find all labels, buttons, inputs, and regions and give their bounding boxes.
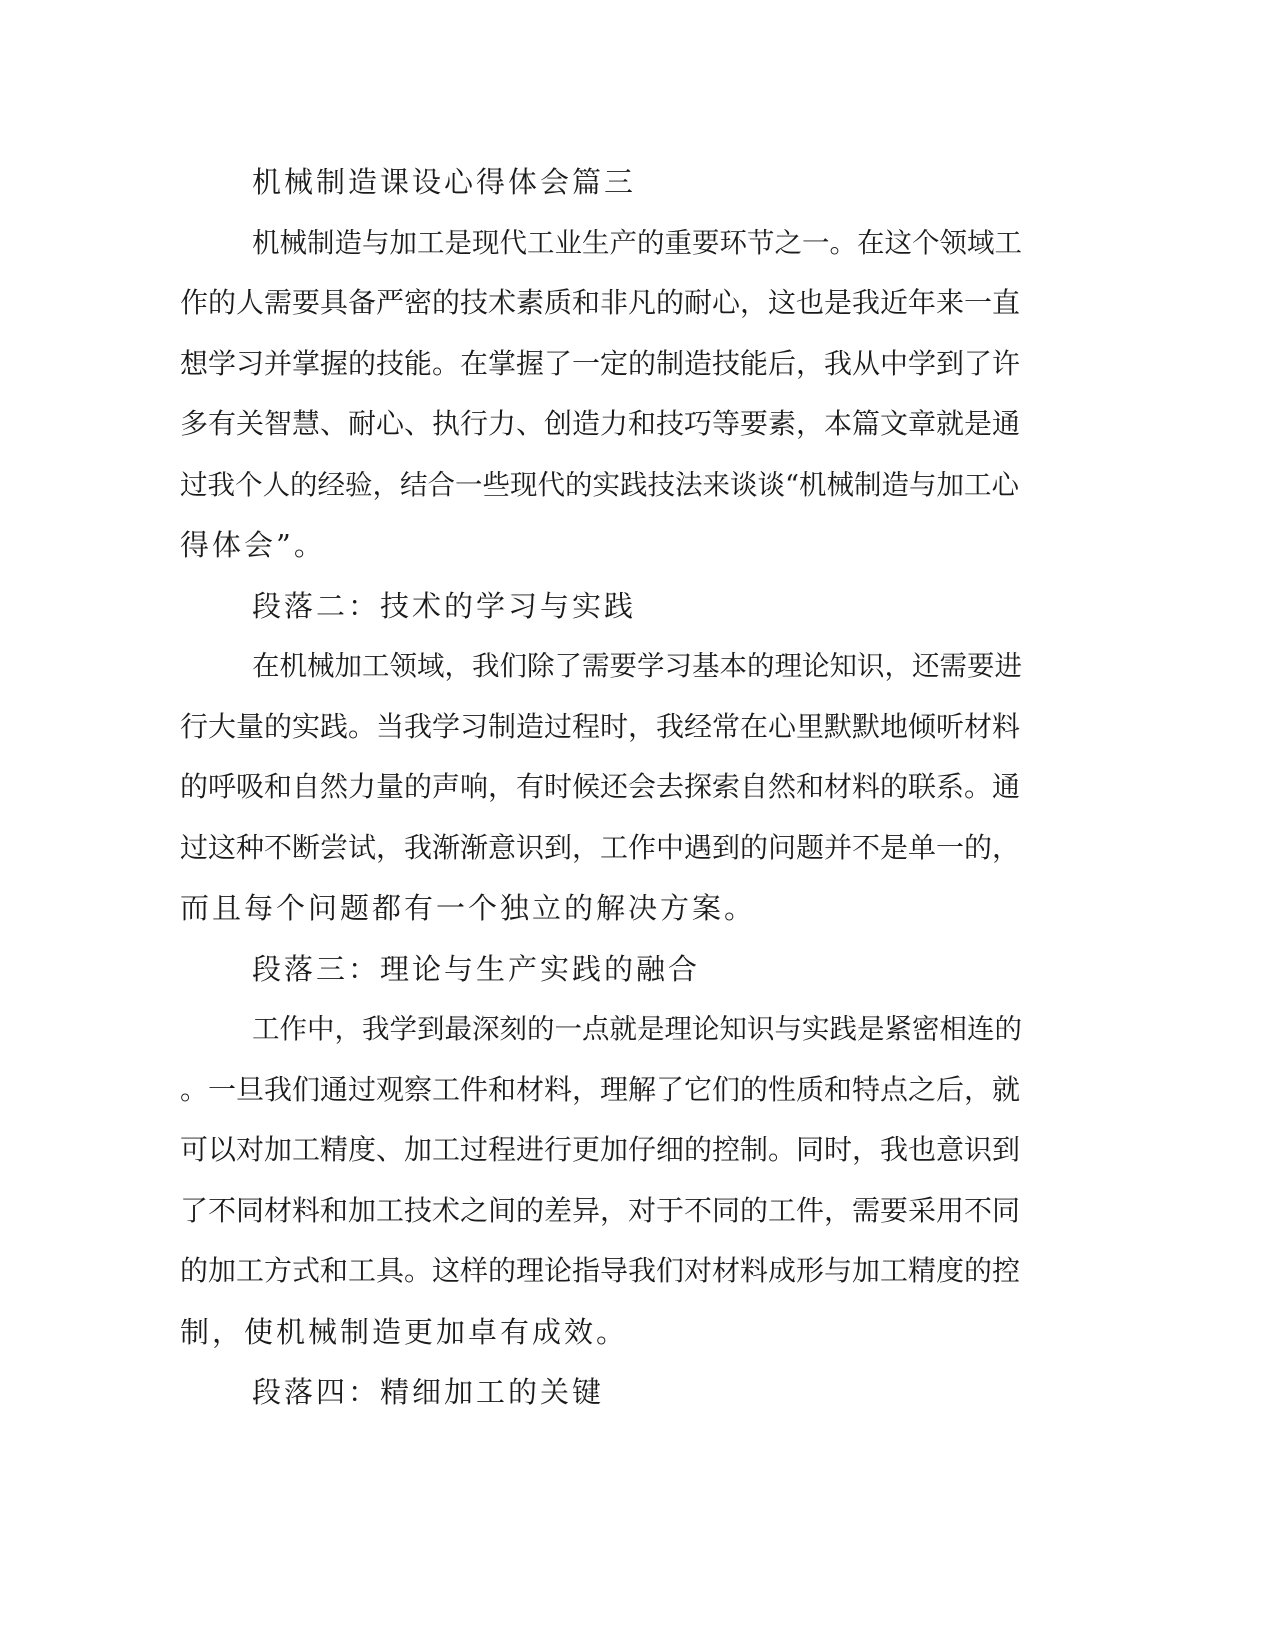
paragraph-line: 过这种不断尝试，我渐渐意识到，工作中遇到的问题并不是单一的，: [180, 830, 1021, 864]
section-heading: 段落四：精细加工的关键: [252, 1375, 605, 1409]
paragraph-line: 工作中，我学到最深刻的一点就是理论知识与实践是紧密相连的: [252, 1013, 1022, 1045]
paragraph-line: 过我个人的经验，结合一些现代的实践技法来谈谈“机械制造与加工心: [180, 468, 1020, 501]
paragraph-line: 多有关智慧、耐心、执行力、创造力和技巧等要素，本篇文章就是通: [180, 407, 1021, 440]
document-body: [180, 160, 1030, 1431]
paragraph-line: 在机械加工领域，我们除了需要学习基本的理论知识，还需要进: [252, 650, 1022, 682]
paragraph-line: 想学习并掌握的技能。在掌握了一定的制造技能后，我从中学到了许: [180, 346, 1021, 380]
paragraph-line: 得体会”。: [180, 528, 326, 562]
paragraph-line: 而且每个问题都有一个独立的解决方案。: [180, 891, 757, 925]
paragraph-line: 作的人需要具备严密的技术素质和非凡的耐心，这也是我近年来一直: [180, 286, 1021, 319]
paragraph-line: 制，使机械制造更加卓有成效。: [180, 1314, 629, 1349]
paragraph-line: 。一旦我们通过观察工件和材料，理解了它们的性质和特点之后，就: [180, 1072, 1021, 1106]
document-title: 机械制造课设心得体会篇三: [252, 165, 637, 199]
paragraph-line: 行大量的实践。当我学习制造过程时，我经常在心里默默地倾听材料: [180, 709, 1021, 743]
paragraph-line: 的加工方式和工具。这样的理论指导我们对材料成形与加工精度的控: [180, 1254, 1021, 1287]
paragraph-line: 可以对加工精度、加工过程进行更加仔细的控制。同时，我也意识到: [180, 1133, 1021, 1166]
section-heading: 段落二：技术的学习与实践: [252, 588, 637, 623]
section-heading: 段落三：理论与生产实践的融合: [252, 951, 701, 986]
paragraph-line: 的呼吸和自然力量的声响，有时候还会去探索自然和材料的联系。通: [180, 770, 1021, 803]
paragraph-line: 了不同材料和加工技术之间的差异，对于不同的工件，需要采用不同: [180, 1193, 1021, 1227]
paragraph-line: 机械制造与加工是现代工业生产的重要环节之一。在这个领域工: [252, 226, 1022, 259]
